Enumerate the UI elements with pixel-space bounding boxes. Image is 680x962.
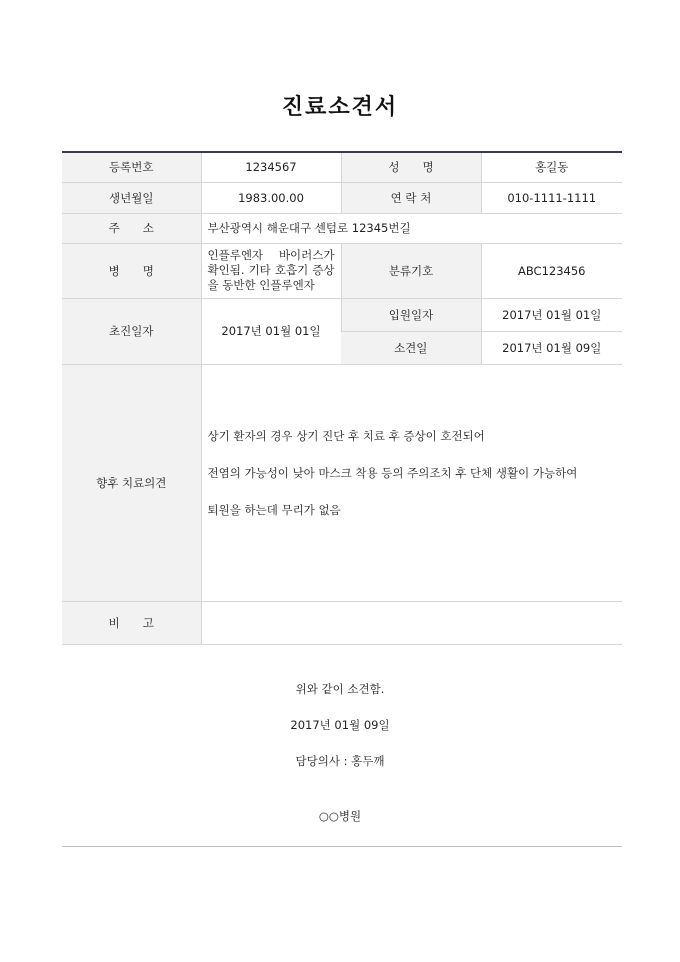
row-remarks — [62, 601, 622, 644]
contact-label: 연 락 처 — [341, 182, 481, 213]
row-disease — [62, 243, 622, 298]
first-visit-label: 초진일자 — [62, 298, 201, 364]
document-title: 진료소견서 — [281, 95, 399, 120]
footer-doctor: 담당의사 : 홍두깨 — [295, 754, 385, 768]
contact-value: 010-1111-1111 — [481, 182, 622, 213]
admission-date-label: 입원일자 — [341, 298, 481, 331]
treatment-opinion-label: 향후 치료의견 — [62, 364, 201, 601]
opinion-date-value: 2017년 01월 09일 — [481, 331, 622, 364]
treatment-opinion-line: 상기 환자의 경우 상기 진단 후 치료 후 증상이 호전되어 — [207, 429, 485, 443]
registration-number-label: 등록번호 — [62, 152, 201, 182]
treatment-opinion-line: 퇴원을 하는데 무리가 없음 — [207, 503, 341, 517]
row-birth-contact — [62, 182, 622, 213]
first-visit-value: 2017년 01월 01일 — [201, 298, 341, 364]
birth-date-value: 1983.00.00 — [201, 182, 341, 213]
footer-statement: 위와 같이 소견함. — [295, 682, 385, 696]
address-label: 주 소 — [62, 213, 201, 243]
birth-date-label: 생년월일 — [62, 182, 201, 213]
opinion-date-label: 소견일 — [341, 331, 481, 364]
medical-opinion-form — [62, 151, 622, 645]
disease-label: 병 명 — [62, 243, 201, 298]
row-first-visit — [62, 298, 622, 331]
classification-value: ABC123456 — [481, 243, 622, 298]
admission-date-value: 2017년 01월 01일 — [481, 298, 622, 331]
remarks-value — [201, 601, 622, 644]
address-value: 부산광역시 해운대구 센텀로 12345번길 — [201, 213, 622, 243]
classification-label: 분류기호 — [341, 243, 481, 298]
footer-hospital: ○○병원 — [318, 809, 362, 823]
row-treatment-opinion — [62, 364, 622, 601]
patient-name-value: 홍길동 — [481, 152, 622, 182]
patient-name-label: 성 명 — [341, 152, 481, 182]
footer-date: 2017년 01월 09일 — [290, 718, 390, 732]
disease-value: 인플루엔자 바이러스가 확인됨. 기타 호흡기 증상을 동반한 인플루엔자 — [201, 243, 341, 298]
row-registration — [62, 152, 622, 182]
bottom-divider — [62, 846, 622, 847]
treatment-opinion-body — [201, 364, 622, 601]
treatment-opinion-line: 전염의 가능성이 낮아 마스크 착용 등의 주의조치 후 단체 생활이 가능하여 — [207, 466, 578, 480]
registration-number-value: 1234567 — [201, 152, 341, 182]
remarks-label: 비 고 — [62, 601, 201, 644]
row-address — [62, 213, 622, 243]
